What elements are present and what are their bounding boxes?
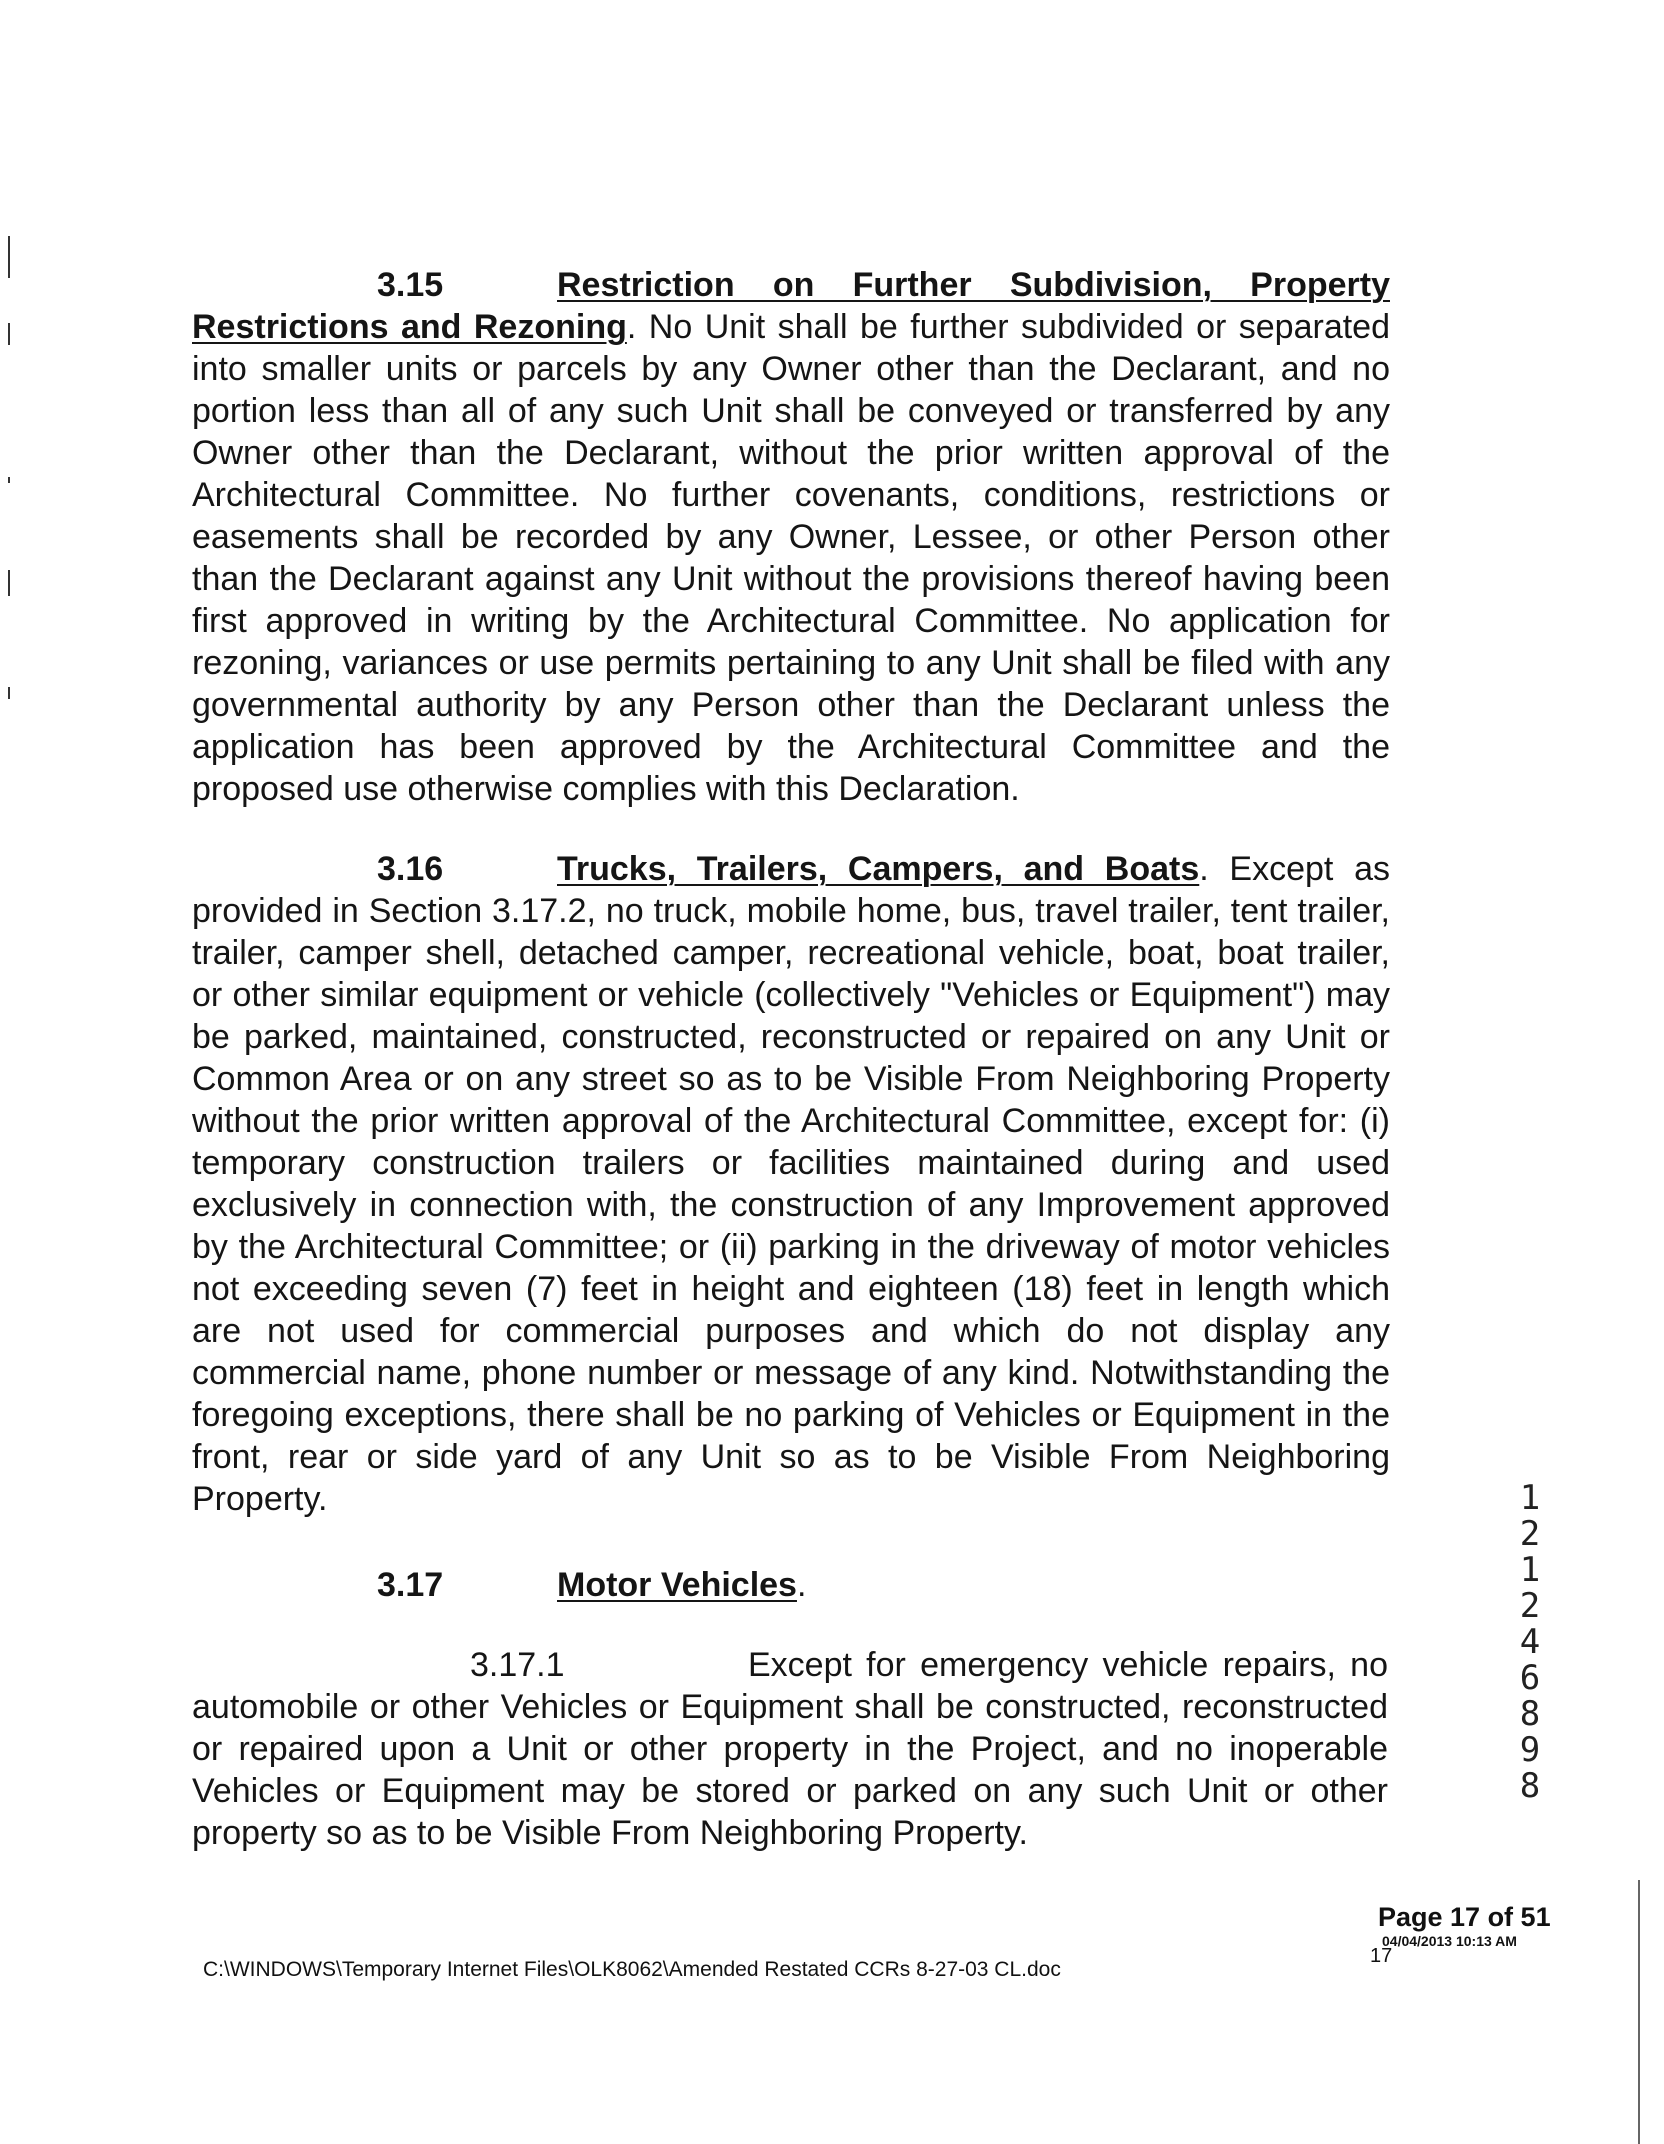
section-3-16: [192, 848, 1390, 1520]
scan-mark: [1638, 1880, 1640, 2144]
section-number: 3.17: [377, 1566, 444, 1604]
print-timestamp: 04/04/2013 10:13 AM: [1382, 1933, 1517, 1949]
page-label: Page 17 of 51: [1378, 1902, 1551, 1932]
stamp-digit: 1: [1519, 1478, 1541, 1518]
section-3-17: [192, 1564, 1390, 1606]
section-number: 3.16: [377, 850, 444, 888]
section-body: .: [796, 1566, 807, 1604]
scan-mark: [8, 477, 10, 483]
stamp-digit: 8: [1519, 1694, 1541, 1734]
recording-stamp-upper: [1510, 1480, 1550, 1660]
stamp-digit: 2: [1519, 1586, 1541, 1626]
section-title: Motor Vehicles: [557, 1566, 797, 1604]
section-title: Restriction on Further Subdivision, Property Restrictions and Rezoning: [192, 266, 1390, 346]
section-3-15: [192, 264, 1390, 810]
subsection-3-17-1: [192, 1644, 1388, 1854]
scan-mark: [8, 687, 10, 699]
stamp-digit: 8: [1519, 1766, 1541, 1806]
section-body: . Except as provided in Section 3.17.2, no truck, mobile home, bus, travel trailer, tent trailer, trailer, camper shell, detached camper, recreational vehicle, boat, boat trailer, or other similar equipment or vehicle (collectively "Vehicles or Equipment") may be parked, maintained, constructed, reconstructed or repaired on any Unit or Common Area or on any street so as to be Visible From Neighboring Property without the prior written approval of the Architectural Committee, except for: (i) temporary construction trailers or facilities maintained during and used exclusively in connection with, the construction of any Improvement approved by the Architectural Committee; or (ii) parking in the driveway of motor vehicles not exceeding seven (7) feet in height and eighteen (18) feet in length which are not used for commercial purposes and which do not display any commercial name, phone number or message of any kind. Notwithstanding the foregoing exceptions, there shall be no parking of Vehicles or Equipment in the front, rear or side yard of any Unit so as to be Visible From Neighboring Property.: [192, 850, 1390, 1518]
file-path: C:\WINDOWS\Temporary Internet Files\OLK8062\Amended Restated CCRs 8-27-03 CL.doc: [203, 1958, 1061, 1981]
recording-stamp-lower: [1510, 1660, 1550, 1804]
stamp-digit: 1: [1519, 1550, 1541, 1590]
section-body: . No Unit shall be further subdivided or separated into smaller units or parcels by any Owner other than the Declarant, and no portion less than all of any such Unit shall be conveyed or transferred by any Owner other than the Declarant, without the prior written approval of the Architectural Committee. No further covenants, conditions, restrictions or easements shall be recorded by any Owner, Lessee, or other Person other than the Declarant against any Unit without the provisions thereof having been first approved in writing by the Architectural Committee. No application for rezoning, variances or use permits pertaining to any Unit shall be filed with any governmental authority by any Person other than the Declarant unless the application has been approved by the Architectural Committee and the proposed use otherwise complies with this Declaration.: [192, 308, 1390, 808]
scan-mark: [8, 323, 10, 345]
section-title: Trucks, Trailers, Campers, and Boats: [557, 850, 1200, 888]
scan-mark: [8, 570, 10, 596]
subsection-body: Except for emergency vehicle repairs, no automobile or other Vehicles or Equipment shall be constructed, reconstructed or repaired upon a Unit or other property in the Project, and no inoperable Vehicles or Equipment may be stored or parked on any such Unit or other property so as to be Visible From Neighboring Property.: [192, 1646, 1388, 1852]
page-number: 17: [1370, 1945, 1393, 1967]
stamp-digit: 4: [1519, 1622, 1541, 1662]
stamp-digit: 2: [1519, 1514, 1541, 1554]
stamp-digit: 9: [1519, 1730, 1541, 1770]
subsection-number: 3.17.1: [470, 1646, 565, 1684]
stamp-digit: 6: [1519, 1658, 1541, 1698]
section-number: 3.15: [377, 266, 444, 304]
scan-mark: [8, 236, 10, 278]
